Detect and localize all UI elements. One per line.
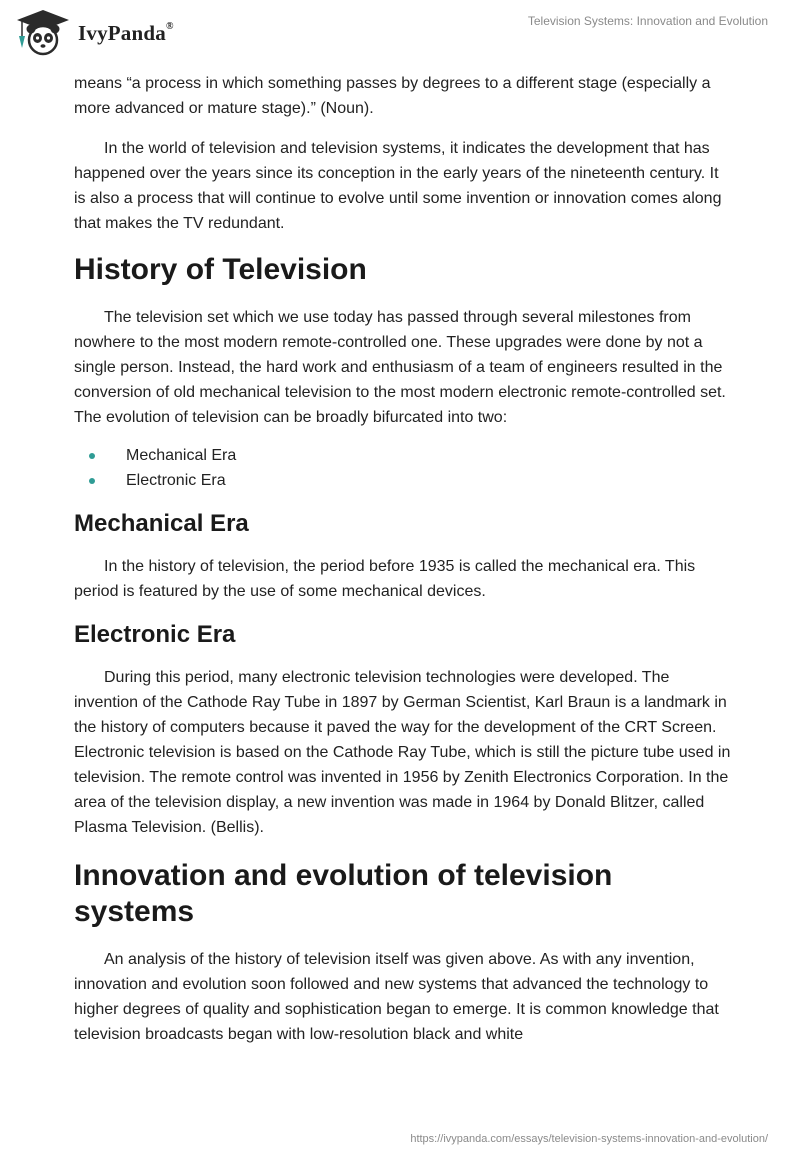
brand-name: IvyPanda® — [78, 20, 174, 45]
heading-mechanical-era: Mechanical Era — [74, 510, 249, 537]
list-item: Electronic Era — [74, 468, 734, 493]
paragraph-innovation: An analysis of the history of television itself was given above. As with any invention, innovation and evolution soon followed and new systems that advanced the technology to higher degrees of quality and sophistication began to emerge. It is common knowledge that television broadcasts began with low-resolution black and white — [74, 951, 719, 1043]
paragraph-world-of-television: In the world of television and television systems, it indicates the development that has happened over the years since its conception in the early years of the nineteenth century. It is also a process that will continue to evolve until some invention or innovation comes along that makes the TV redundant. — [74, 140, 722, 232]
registered-mark: ® — [165, 20, 174, 32]
bullet-dot-icon — [89, 478, 95, 484]
era-bullet-list — [74, 443, 734, 493]
list-item: Mechanical Era — [74, 443, 734, 468]
brand-logo[interactable] — [14, 8, 174, 58]
paragraph-mechanical-era: In the history of television, the period before 1935 is called the mechanical era. This period is featured by the use of some mechanical devices. — [74, 558, 696, 600]
heading-history-of-television: History of Television — [74, 253, 367, 286]
article-body — [74, 71, 734, 1047]
page-header — [0, 0, 800, 70]
paragraph-electronic-era: During this period, many electronic television technologies were developed. The invention of the Cathode Ray Tube in 1897 by German Scientist, Karl Braun is a landmark in the history of computers because it paved the way for the development of the CRT Screen. Electronic television is based on the Cathode Ray Tube, which is still the picture tube used in television. The remote control was invented in 1956 by Zenith Electronics Corporation. In the area of the television display, a new invention was made in 1964 by Donald Blitzer, called Plasma Television. (Bellis). — [74, 669, 731, 836]
panda-logo-icon — [14, 8, 72, 58]
paragraph-intro-continued: means “a process in which something passes by degrees to a different stage (especially a more advanced or mature stage).” (Noun). — [74, 75, 711, 117]
bullet-dot-icon — [89, 453, 95, 459]
document-title: Television Systems: Innovation and Evolution — [527, 14, 768, 28]
paragraph-history: The television set which we use today has passed through several milestones from nowhere to the most modern remote-controlled one. These upgrades were done by not a single person. Instead, the hard work and enthusiasm of a team of engineers resulted in the conversion of old mechanical television to the most modern electronic remote-controlled set. The evolution of television can be broadly bifurcated into two: — [74, 309, 726, 426]
heading-innovation-and-evolution: Innovation and evolution of television systems — [74, 859, 613, 928]
source-url[interactable]: https://ivypanda.com/essays/television-systems-innovation-and-evolution/ — [410, 1133, 768, 1145]
heading-electronic-era: Electronic Era — [74, 621, 236, 648]
